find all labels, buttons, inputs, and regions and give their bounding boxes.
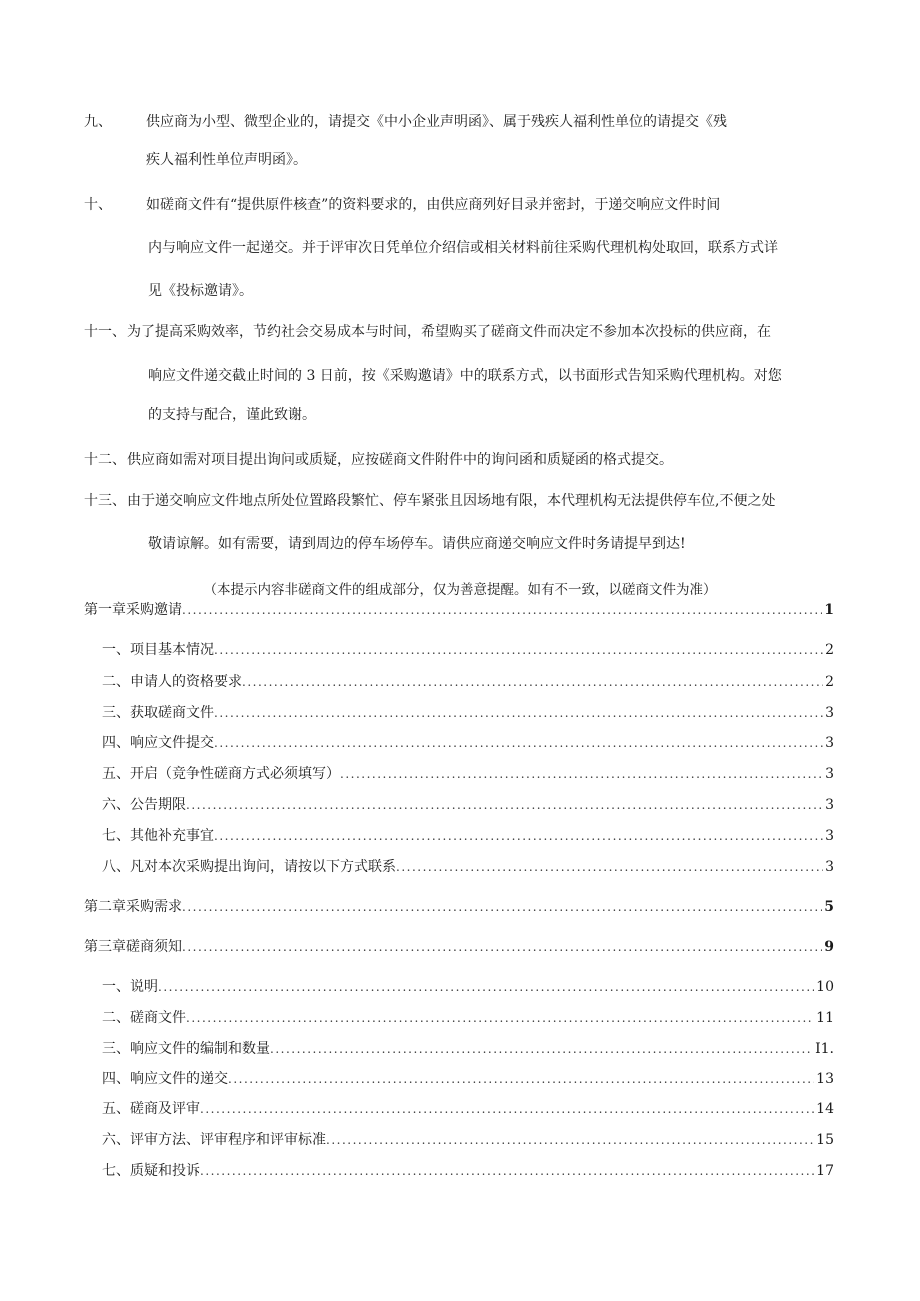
toc-title: 七、其他补充事宜 <box>102 828 214 844</box>
toc-leader <box>186 795 823 815</box>
notice-text: 响应文件递交截止时间的 3 日前，按《采购邀请》中的联系方式，以书面形式告知采购代理机构。对您 <box>148 368 782 384</box>
toc-item[interactable] <box>102 733 834 753</box>
toc-item[interactable] <box>102 1039 834 1059</box>
toc-item[interactable] <box>102 795 834 815</box>
toc-leader <box>214 733 823 753</box>
toc-item[interactable] <box>102 1161 834 1181</box>
toc-page: 1 <box>824 602 834 618</box>
notice-number: 九、 <box>84 114 112 130</box>
toc-page: 17 <box>816 1163 834 1179</box>
toc-item[interactable] <box>102 1069 834 1089</box>
notice-text: 供应商为小型、微型企业的，请提交《中小企业声明函》、属于残疾人福利性单位的请提交《残 <box>146 114 727 130</box>
toc-leader <box>214 703 823 723</box>
toc-item[interactable] <box>102 1130 834 1150</box>
toc-leader <box>214 826 823 846</box>
notice-text: 供应商如需对项目提出询问或质疑，应按磋商文件附件中的询问函和质疑函的格式提交。 <box>127 452 673 468</box>
toc-item[interactable] <box>102 672 834 692</box>
toc-page: 2 <box>825 674 834 690</box>
toc-title: 第二章采购需求 <box>84 899 182 915</box>
toc-page: 9 <box>824 939 834 955</box>
toc-leader <box>326 1130 814 1150</box>
notice-number: 十二、 <box>84 452 126 468</box>
notice-text: 见《投标邀请》。 <box>148 283 253 299</box>
toc-page: 3 <box>825 859 834 875</box>
notice-text: 的支持与配合，谨此致谢。 <box>148 407 316 423</box>
notice-text: 敬请谅解。如有需要，请到周边的停车场停车。请供应商递交响应文件时务请提早到达! <box>148 536 686 552</box>
toc-title: 第三章磋商须知 <box>84 939 182 955</box>
toc-title: 第一章采购邀请 <box>84 602 182 618</box>
toc-leader <box>186 1008 814 1028</box>
toc-page: I1. <box>815 1041 834 1057</box>
toc-page: 15 <box>816 1132 834 1148</box>
toc-item[interactable] <box>102 1099 834 1119</box>
toc-page: 10 <box>816 979 834 995</box>
notice-number: 十一、 <box>84 324 126 340</box>
toc-title: 三、获取磋商文件 <box>102 705 214 721</box>
toc-item[interactable] <box>102 1008 834 1028</box>
toc-title: 二、磋商文件 <box>102 1010 186 1026</box>
toc-leader <box>182 937 822 957</box>
toc-leader <box>200 1161 814 1181</box>
toc-leader <box>396 857 823 877</box>
toc-title: 六、公告期限 <box>102 797 186 813</box>
toc-chapter-3[interactable] <box>84 937 834 957</box>
toc-title: 五、开启（竞争性磋商方式必须填写） <box>102 766 340 782</box>
toc-page: 3 <box>825 828 834 844</box>
toc-leader <box>270 1039 813 1059</box>
notice-text: 疾人福利性单位声明函》。 <box>146 152 307 168</box>
notice-number: 十、 <box>84 197 112 213</box>
notice-text: 内与响应文件一起递交。并于评审次日凭单位介绍信或相关材料前往采购代理机构处取回，联系方式详 <box>148 240 778 256</box>
toc-page: 3 <box>825 705 834 721</box>
footnote: （本提示内容非磋商文件的组成部分，仅为善意提醒。如有不一致，以磋商文件为准） <box>203 582 717 598</box>
toc-leader <box>242 672 823 692</box>
toc-title: 七、质疑和投诉 <box>102 1163 200 1179</box>
notice-text: 由于递交响应文件地点所处位置路段繁忙、停车紧张且因场地有限，本代理机构无法提供停车位,不便之处 <box>127 493 776 509</box>
toc-title: 六、评审方法、评审程序和评审标准 <box>102 1132 326 1148</box>
notice-text: 如磋商文件有“提供原件核查”的资料要求的，由供应商列好目录并密封，于递交响应文件时间 <box>146 197 721 213</box>
toc-title: 四、响应文件提交 <box>102 735 214 751</box>
toc-page: 14 <box>816 1101 834 1117</box>
toc-item[interactable] <box>102 826 834 846</box>
toc-page: 5 <box>824 899 834 915</box>
toc-leader <box>340 764 823 784</box>
toc-page: 3 <box>825 735 834 751</box>
toc-title: 三、响应文件的编制和数量 <box>102 1041 270 1057</box>
toc-page: 13 <box>816 1071 834 1087</box>
toc-item[interactable] <box>102 977 834 997</box>
toc-title: 二、申请人的资格要求 <box>102 674 242 690</box>
toc-page: 3 <box>825 797 834 813</box>
toc-title: 四、响应文件的递交 <box>102 1071 228 1087</box>
toc-page: 11 <box>816 1010 834 1026</box>
toc-leader <box>182 897 822 917</box>
toc-leader <box>158 977 814 997</box>
notice-text: 为了提高采购效率，节约社会交易成本与时间，希望购买了磋商文件而决定不参加本次投标的供应商，在 <box>127 324 771 340</box>
toc-leader <box>214 640 823 660</box>
toc-item[interactable] <box>102 640 834 660</box>
toc-title: 五、磋商及评审 <box>102 1101 200 1117</box>
toc-title: 一、说明 <box>102 979 158 995</box>
toc-title: 八、凡对本次采购提出询问，请按以下方式联系 <box>102 859 396 875</box>
notice-number: 十三、 <box>84 493 126 509</box>
toc-item[interactable] <box>102 764 834 784</box>
toc-leader <box>200 1099 814 1119</box>
toc-page: 3 <box>825 766 834 782</box>
toc-chapter-2[interactable] <box>84 897 834 917</box>
toc-leader <box>228 1069 814 1089</box>
toc-item[interactable] <box>102 857 834 877</box>
toc-title: 一、项目基本情况 <box>102 642 214 658</box>
toc-leader <box>182 600 822 620</box>
toc-page: 2 <box>825 642 834 658</box>
toc-item[interactable] <box>102 703 834 723</box>
toc-chapter-1[interactable] <box>84 600 834 620</box>
